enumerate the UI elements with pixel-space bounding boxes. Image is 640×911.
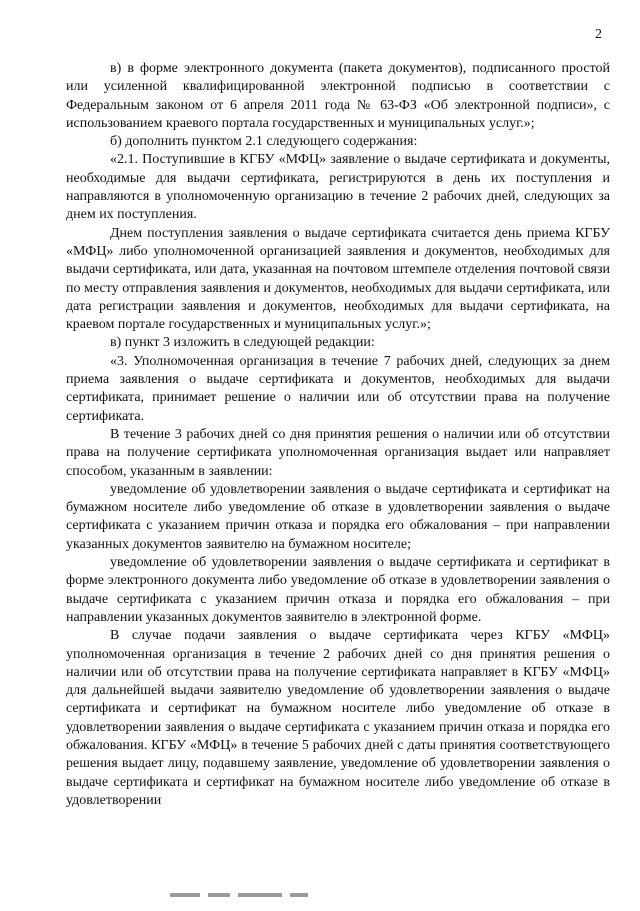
paragraph-clause-3: «3. Уполномоченная организация в течение 7 рабочих дней, следующих за днем приема заявления о выдаче сертификата и документов, необходимых для выдачи сертификата, принимает решение о наличии или об отсутствии права на получение сертификата. [66, 353, 610, 424]
paragraph-3-days: В течение 3 рабочих дней со дня принятия решения о наличии или об отсутствии права на получение сертификата уполномоченная организация выдает или направляет способом, указанным в заявлении: [66, 426, 610, 479]
paragraph-amend-2-1: б) дополнить пунктом 2.1 следующего содержания: [110, 134, 418, 150]
paragraph-mfc-case: В случае подачи заявления о выдаче сертификата через КГБУ «МФЦ» уполномоченная организация в течение 2 рабочих дней со дня принятия решения о наличии или об отсутствии права на получение сертификата направляет в КГБУ «МФЦ» для дальнейшей выдачи заявителю уведомление об удовлетворении заявления о выдаче сертификата и сертификат на бумажном носителе либо уведомление об отказе в удовлетворении заявления о выдаче сертификата с указанием причин отказа и порядка его обжалования. КГБУ «МФЦ» в течение 5 рабочих дней с даты принятия соответствующего решения выдает лицу, подавшему заявление, уведомление об удовлетворении заявления о выдаче сертификата и сертификат на бумажном носителе либо уведомление об отказе в удовлетворении [66, 628, 610, 808]
paragraph-electronic-notice: уведомление об удовлетворении заявления о выдаче сертификата и сертификат в форме электронного документа либо уведомление об отказе в удовлетворении заявления о выдаче сертификата с указанием причин отказа и порядка его обжалования – при направлении указанных документов заявителю в электронной форме. [66, 555, 610, 625]
page-number: 2 [595, 27, 602, 42]
paragraph-receipt-date: Днем поступления заявления о выдаче сертификата считается день приема КГБУ «МФЦ» либо уполномоченной организацией заявления и документов, необходимых для выдачи сертификата, или дата, указанная на почтовом штемпеле отделения почтовой связи по месту отправления заявления и документов, необходимых для выдачи сертификата, или дата регистрации заявления и документов, необходимых для выдачи сертификата, на краевом портале государственных и муниципальных услуг.»; [66, 225, 610, 333]
paragraph-clause-2-1: «2.1. Поступившие в КГБУ «МФЦ» заявление о выдаче сертификата и документы, необходимые для выдачи сертификата, регистрируются в день их поступления и направляются в уполномоченную организацию в течение 2 рабочих дней, следующих за днем их поступления. [66, 152, 610, 223]
paragraph-electronic-form: в) в форме электронного документа (пакета документов), подписанного простой или усиленной квалифицированной электронной подписью в соответствии с Федеральным законом от 6 апреля 2011 года № 63-ФЗ «Об электронной подписи», с использованием краевого портала государственных и муниципальных услуг.»; [66, 61, 610, 131]
paragraph-amend-3: в) пункт 3 изложить в следующей редакции: [110, 335, 375, 351]
scan-artifact [170, 893, 370, 905]
document-body [66, 60, 610, 810]
paragraph-paper-notice: уведомление об удовлетворении заявления о выдаче сертификата и сертификат на бумажном носителе либо уведомление об отказе в удовлетворении заявления о выдаче сертификата с указанием причин отказа и порядка его обжалования – при направлении указанных документов заявителю на бумажном носителе; [66, 481, 610, 552]
